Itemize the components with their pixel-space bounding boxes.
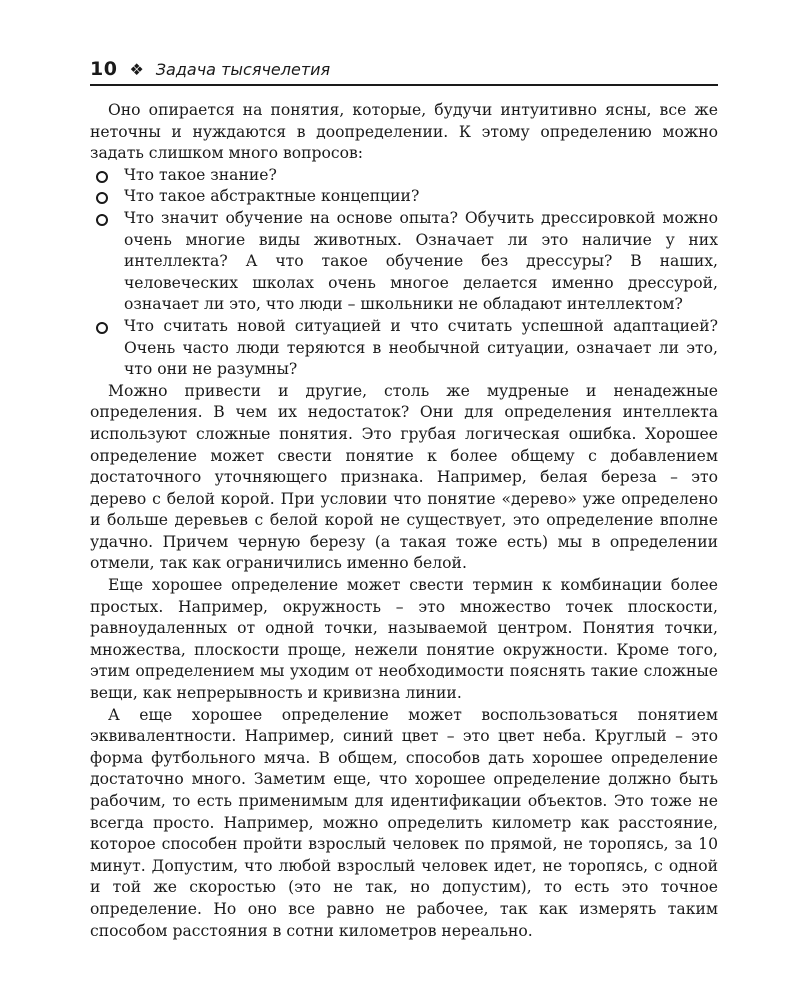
list-item bbox=[90, 208, 718, 316]
circle-bullet-icon bbox=[96, 322, 108, 334]
ornament-icon: ❖ bbox=[129, 60, 144, 79]
circle-bullet-icon bbox=[96, 171, 108, 183]
list-item bbox=[90, 165, 718, 187]
list-item bbox=[90, 316, 718, 381]
body-paragraph: Можно привести и другие, столь же мудреные и ненадежные определения. В чем их недостаток? Они для определения интеллекта используют сложные понятия. Это грубая логическая ошибка. Хорошее определение может свести понятие к более общему с добавлением достаточного уточняющего признака. Например, белая береза – это дерево с белой корой. При условии что понятие «дерево» уже определено и больше деревьев с белой корой не существует, это определение вполне удачно. Причем черную березу (а такая тоже есть) мы в определении отмели, так как ограничились именно белой. bbox=[90, 381, 718, 573]
page-number: 10 bbox=[90, 58, 118, 80]
running-title: Задача тысячелетия bbox=[155, 60, 331, 79]
circle-bullet-icon bbox=[96, 214, 108, 226]
page-body bbox=[90, 100, 718, 942]
book-page bbox=[90, 58, 718, 942]
page-header bbox=[90, 58, 718, 86]
list-item bbox=[90, 186, 718, 208]
intro-paragraph: Оно опирается на понятия, которые, будучи интуитивно ясны, все же неточны и нуждаются в доопределении. К этому определению можно задать слишком много вопросов: bbox=[90, 101, 718, 163]
list-item-text: Что такое абстрактные концепции? bbox=[124, 187, 420, 206]
body-paragraph: Еще хорошее определение может свести термин к комбинации более простых. Например, окружность – это множество точек плоскости, равноудаленных от одной точки, называемой центром. Понятия точки, множества, плоскости проще, нежели понятие окружности. Кроме того, этим определением мы уходим от необходимости пояснять такие сложные вещи, как непрерывность и кривизна линии. bbox=[90, 576, 718, 703]
list-item-text: Что значит обучение на основе опыта? Обучить дрессировкой можно очень многие виды животных. Означает ли это наличие у них интеллекта? А что такое обучение без дрессуры? В наших, человеческих школах очень многое делается именно дрессурой, означает ли это, что люди – школьники не обладают интеллектом? bbox=[124, 208, 718, 314]
question-list bbox=[90, 165, 718, 381]
circle-bullet-icon bbox=[96, 192, 108, 204]
body-paragraph: А еще хорошее определение может воспользоваться понятием эквивалентности. Например, синий цвет – это цвет неба. Круглый – это форма футбольного мяча. В общем, способов дать хорошее определение достаточно много. Заметим еще, что хорошее определение должно быть рабочим, то есть применимым для идентификации объектов. Это тоже не всегда просто. Например, можно определить километр как расстояние, которое способен пройти взрослый человек по прямой, не торопясь, за 10 минут. Допустим, что любой взрослый человек идет, не торопясь, с одной и той же скоростью (это не так, но допустим), то есть это точное определение. Но оно все равно не рабочее, так как измерять таким способом расстояния в сотни километров нереально. bbox=[90, 705, 718, 940]
list-item-text: Что такое знание? bbox=[124, 165, 277, 184]
list-item-text: Что считать новой ситуацией и что считать успешной адаптацией? Очень часто люди теряются в необычной ситуации, означает ли это, что они не разумны? bbox=[124, 316, 718, 379]
